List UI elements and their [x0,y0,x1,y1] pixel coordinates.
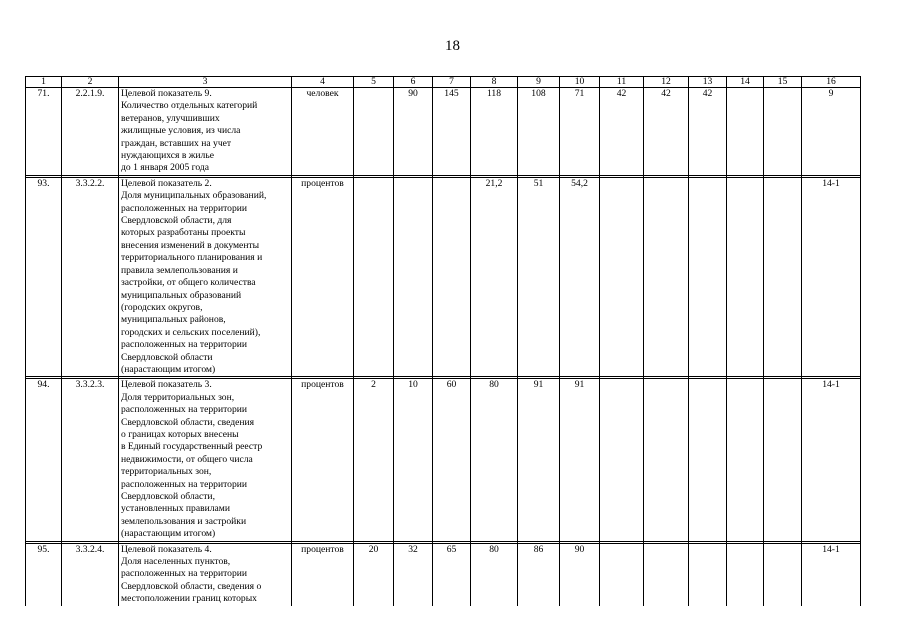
description-line: граждан, вставших на учет [121,137,232,149]
row-number-cell: 71. [26,88,62,176]
column-header: 5 [354,77,394,88]
description-line: Целевой показатель 2. [121,177,212,189]
page-number: 18 [445,38,460,54]
value-cell: 54,2 [560,177,600,377]
table-row [26,379,861,541]
description-line: Доля территориальных зон, [121,391,235,403]
value-cell: 118 [471,88,518,176]
column-header: 16 [802,77,861,88]
description-line: которых разработаны проекты [121,227,246,239]
description-line: Доля населенных пунктов, [121,556,231,568]
value-cell: 80 [471,379,518,541]
description-line: Доля муниципальных образований, [121,190,267,202]
description-line: правила землепользования и [121,264,238,276]
value-cell [764,177,802,377]
row-number-cell: 94. [26,379,62,541]
value-cell [764,543,802,606]
value-cell: 21,2 [471,177,518,377]
column-header: 8 [471,77,518,88]
row-description-cell [119,543,292,606]
value-cell: 20 [354,543,394,606]
description-line: в Единый государственный реестр [121,441,263,453]
description-line: Свердловской области, [121,491,215,502]
description-line: расположенных на территории [121,568,248,580]
column-header: 4 [292,77,354,88]
row-code-cell: 3.3.2.4. [62,543,119,606]
value-cell [764,88,802,176]
description-line: (городских округов, [121,301,203,313]
value-cell: 60 [433,379,471,541]
table-body [26,77,861,606]
description-line: муниципальных районов, [121,314,226,326]
value-cell [689,177,727,377]
value-cell: 91 [518,379,560,541]
row-source-cell: 14-1 [802,543,861,606]
description-line: Количество отдельных категорий [121,100,258,112]
value-cell: 42 [600,88,644,176]
table-row [26,543,861,606]
row-number-cell: 93. [26,177,62,377]
row-source-cell: 14-1 [802,177,861,377]
row-description-cell [119,379,292,541]
value-cell [354,88,394,176]
column-header: 10 [560,77,600,88]
row-unit-cell: человек [292,88,354,176]
row-description-cell [119,177,292,377]
value-cell [600,177,644,377]
description-line: застройки, от общего количества [121,277,256,289]
description-line: ветеранов, улучшивших [121,112,220,124]
value-cell: 65 [433,543,471,606]
description-line: муниципальных образований [121,289,242,301]
value-cell: 91 [560,379,600,541]
column-header: 14 [727,77,764,88]
value-cell: 51 [518,177,560,377]
description-line: расположенных на территории [121,478,248,490]
value-cell [727,177,764,377]
column-header: 6 [394,77,433,88]
value-cell [433,177,471,377]
table-row [26,88,861,176]
value-cell: 42 [644,88,689,176]
row-source-cell: 14-1 [802,379,861,541]
row-description-cell [119,88,292,176]
column-header: 11 [600,77,644,88]
description-line: Целевой показатель 9. [121,88,212,99]
column-header: 7 [433,77,471,88]
data-table [25,76,861,606]
description-line: Целевой показатель 3. [121,379,212,391]
column-header: 15 [764,77,802,88]
value-cell: 108 [518,88,560,176]
value-cell: 42 [689,88,727,176]
column-header: 2 [62,77,119,88]
row-number-cell: 95. [26,543,62,606]
description-line: землепользования и застройки [121,515,247,527]
description-line: Свердловской области, сведения [121,416,255,428]
row-code-cell: 2.2.1.9. [62,88,119,176]
value-cell [689,379,727,541]
description-line: Свердловской области, сведения о [121,580,262,592]
description-line: недвижимости, от общего числа [121,453,253,465]
value-cell [727,88,764,176]
column-header: 9 [518,77,560,88]
description-line: расположенных на территории [121,339,248,351]
row-code-cell: 3.3.2.3. [62,379,119,541]
description-line: расположенных на территории [121,202,248,214]
table-row [26,177,861,377]
description-line: (нарастающим итогом) [121,363,216,375]
value-cell: 32 [394,543,433,606]
description-line: до 1 января 2005 года [121,162,210,174]
row-unit-cell: процентов [292,543,354,606]
value-cell [394,177,433,377]
value-cell: 90 [560,543,600,606]
row-code-cell: 3.3.2.2. [62,177,119,377]
description-line: (нарастающим итогом) [121,528,216,540]
description-line: о границах которых внесены [121,428,239,440]
row-unit-cell: процентов [292,177,354,377]
value-cell: 90 [394,88,433,176]
value-cell: 80 [471,543,518,606]
row-unit-cell: процентов [292,379,354,541]
description-line: Свердловской области, для [121,215,232,227]
value-cell: 145 [433,88,471,176]
column-header: 12 [644,77,689,88]
description-line: Целевой показатель 4. [121,543,212,555]
description-line: внесения изменений в документы [121,239,260,251]
value-cell: 10 [394,379,433,541]
description-line: местоположении границ которых [121,593,257,605]
value-cell [727,543,764,606]
value-cell [689,543,727,606]
value-cell [600,543,644,606]
value-cell: 2 [354,379,394,541]
column-header: 13 [689,77,727,88]
value-cell [764,379,802,541]
value-cell [644,379,689,541]
value-cell [600,379,644,541]
value-cell [727,379,764,541]
description-line: территориальных зон, [121,466,212,478]
column-header: 1 [26,77,62,88]
column-header: 3 [119,77,292,88]
column-header-row [26,77,861,88]
description-line: расположенных на территории [121,404,248,416]
description-line: территориального планирования и [121,252,263,264]
value-cell [354,177,394,377]
description-line: городских и сельских поселений), [121,326,261,338]
value-cell [644,177,689,377]
value-cell: 86 [518,543,560,606]
description-line: Свердловской области [121,351,213,363]
description-line: установленных правилами [121,503,231,515]
row-source-cell: 9 [802,88,861,176]
description-line: жилищные условия, из числа [121,125,241,137]
value-cell [644,543,689,606]
value-cell: 71 [560,88,600,176]
description-line: нуждающихся в жилье [121,150,214,162]
